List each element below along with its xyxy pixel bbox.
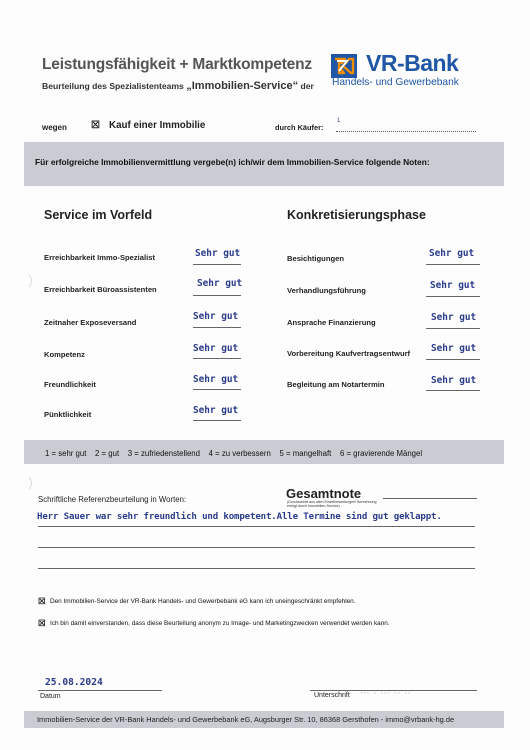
wegen-checkbox[interactable]: ☒ — [91, 120, 100, 131]
gesamtnote-note: (Durchschnitt aus allen Einzelbewertungen/ Berechnung erfolgt durch Immobilien-Service) — [287, 500, 377, 509]
section-heading-left: Service im Vorfeld — [44, 208, 153, 222]
criterion-grade[interactable]: Sehr gut — [193, 374, 239, 385]
reference-text[interactable]: Herr Sauer war sehr freundlich und kompetent.Alle Termine sind gut geklappt. — [37, 512, 442, 522]
criterion-label: Zeitnaher Exposeversand — [44, 318, 137, 327]
subtitle-prefix: Beurteilung des Spezialistenteams — [42, 81, 184, 91]
criterion-grade[interactable]: Sehr gut — [431, 312, 477, 323]
vr-bank-logo-icon — [331, 54, 357, 78]
kaeufer-value: 1 — [337, 118, 341, 124]
grade-line — [193, 358, 241, 359]
logo-name: VR-Bank — [366, 50, 459, 76]
grade-line — [193, 295, 241, 296]
criterion-grade[interactable]: Sehr gut — [197, 278, 243, 289]
criterion-label: Ansprache Finanzierung — [287, 318, 376, 327]
reference-line — [38, 547, 475, 548]
recommend-statement: Den Immobilien-Service der VR-Bank Handels- und Gewerbebank eG kann ich uneingeschränkt empfehlen. — [50, 598, 356, 605]
criterion-label: Kompetenz — [44, 350, 85, 359]
grade-line — [426, 390, 480, 391]
subtitle-suffix: der — [300, 81, 314, 91]
criterion-label: Freundlichkeit — [44, 380, 96, 389]
grade-line — [426, 264, 480, 265]
gesamtnote-label: Gesamtnote — [286, 486, 362, 501]
criterion-grade[interactable]: Sehr gut — [193, 405, 239, 416]
grade-line — [193, 264, 241, 265]
criterion-grade[interactable]: Sehr gut — [430, 280, 476, 291]
grade-line — [193, 327, 241, 328]
section-heading-right: Konkretisierungsphase — [287, 208, 426, 222]
recommend-checkbox[interactable]: ☒ — [38, 596, 46, 606]
subtitle-highlight: „Immobilien-Service“ — [186, 80, 299, 92]
criterion-label: Besichtigungen — [287, 254, 344, 263]
date-line — [38, 690, 162, 691]
footer-text: Immobilien-Service der VR-Bank Handels- und Gewerbebank eG, Augsburger Str. 10, 86368 Gersthofen - immo@vrbank-hg.de — [37, 715, 455, 724]
consent-checkbox[interactable]: ☒ — [38, 618, 46, 628]
logo-subtitle: Handels- und Gewerbebank — [332, 77, 459, 88]
criterion-grade[interactable]: Sehr gut — [193, 311, 239, 322]
signature-label: Unterschrift — [314, 692, 350, 699]
criterion-label: Begleitung am Notartermin — [287, 380, 385, 389]
signature-scribble: ⁃⁃⁃ ⁃ ⁃⁃⁃ ⁃⁃ ⁃⁃ — [360, 691, 411, 697]
grade-line — [426, 296, 480, 297]
criterion-label: Vorbereitung Kaufvertragsentwurf — [287, 349, 411, 358]
grade-line — [193, 420, 241, 421]
criterion-grade[interactable]: Sehr gut — [431, 375, 477, 386]
reference-line — [38, 568, 475, 569]
criterion-label: Pünktlichkeit — [44, 410, 92, 419]
form-subtitle — [42, 80, 314, 92]
instruction-text: Für erfolgreiche Immobilienvermittlung vergebe(n) ich/wir dem Immobilien-Service folgende Noten: — [35, 157, 430, 167]
grade-line — [426, 359, 480, 360]
criterion-grade[interactable]: Sehr gut — [195, 248, 241, 259]
criterion-grade[interactable]: Sehr gut — [193, 343, 239, 354]
punch-hole — [14, 272, 32, 290]
criterion-label: Erreichbarkeit Büroassistenten — [44, 285, 157, 294]
reference-label: Schriftliche Referenzbeurteilung in Worten: — [38, 495, 187, 504]
reference-line — [38, 526, 475, 527]
wegen-label: wegen — [42, 123, 67, 132]
grading-scale: 1 = sehr gut 2 = gut 3 = zufriedenstellend 4 = zu verbessern 5 = mangelhaft 6 = gravierende Mängel — [45, 449, 423, 458]
date-label: Datum — [40, 693, 61, 700]
punch-hole — [14, 474, 32, 492]
grade-line — [426, 328, 480, 329]
criterion-grade[interactable]: Sehr gut — [429, 248, 475, 259]
date-value[interactable]: 25.08.2024 — [45, 677, 103, 688]
gesamtnote-field[interactable] — [383, 498, 477, 499]
criterion-label: Verhandlungsführung — [287, 286, 366, 295]
wegen-value: Kauf einer Immobilie — [109, 120, 206, 131]
criterion-grade[interactable]: Sehr gut — [431, 343, 477, 354]
form-title: Leistungsfähigkeit + Marktkompetenz — [42, 56, 312, 73]
criterion-label: Erreichbarkeit Immo-Spezialist — [44, 253, 155, 262]
kaeufer-label: durch Käufer: — [275, 123, 324, 132]
consent-statement: Ich bin damit einverstanden, dass diese Beurteilung anonym zu Image- und Marketingzwecken verwendet werden kann. — [50, 620, 390, 627]
grade-line — [193, 389, 241, 390]
kaeufer-field[interactable] — [336, 118, 476, 132]
